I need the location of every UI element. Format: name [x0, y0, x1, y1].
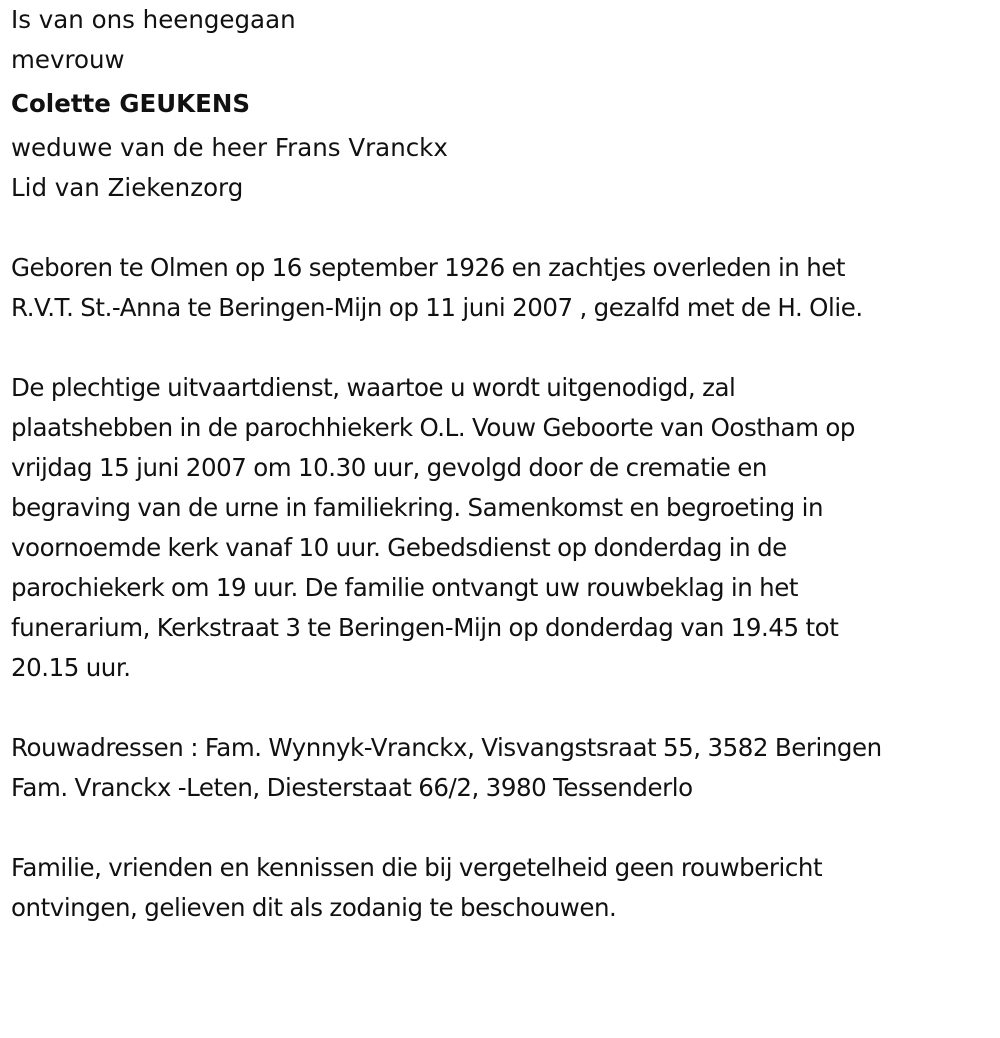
obituary-document — [11, 0, 991, 928]
paragraph-line: R.V.T. St.-Anna te Beringen-Mijn op 11 juni 2007 , gezalfd met de H. Olie. — [11, 293, 863, 322]
paragraph-line: 20.15 uur. — [11, 653, 131, 682]
paragraph-line: begraving van de urne in familiekring. Samenkomst en begroeting in — [11, 493, 824, 522]
honorific: mevrouw — [11, 45, 125, 74]
paragraph-line: parochiekerk om 19 uur. De familie ontvangt uw rouwbeklag in het — [11, 573, 799, 602]
paragraph-line: Geboren te Olmen op 16 september 1926 en zachtjes overleden in het — [11, 253, 846, 282]
intro-text: Is van ons heengegaan — [11, 5, 296, 34]
membership-text: Lid van Ziekenzorg — [11, 173, 244, 202]
deceased-name: Colette GEUKENS — [11, 89, 251, 118]
paragraph-line: funerarium, Kerkstraat 3 te Beringen-Mijn op donderdag van 19.45 tot — [11, 613, 839, 642]
paragraph-line: plaatshebben in de parochhiekerk O.L. Vouw Geboorte van Oostham op — [11, 413, 855, 442]
paragraph-line: voornoemde kerk vanaf 10 uur. Gebedsdienst op donderdag in de — [11, 533, 787, 562]
closing-paragraph — [11, 848, 991, 928]
paragraph-line: vrijdag 15 juni 2007 om 10.30 uur, gevolgd door de crematie en — [11, 453, 767, 482]
paragraph-line: Fam. Vranckx -Leten, Diesterstaat 66/2, 3980 Tessenderlo — [11, 773, 693, 802]
service-paragraph — [11, 368, 991, 688]
paragraph-line: ontvingen, gelieven dit als zodanig te beschouwen. — [11, 893, 617, 922]
relation-text: weduwe van de heer Frans Vranckx — [11, 133, 448, 162]
birth-death-paragraph — [11, 248, 991, 328]
paragraph-line: De plechtige uitvaartdienst, waartoe u wordt uitgenodigd, zal — [11, 373, 736, 402]
paragraph-line: Familie, vrienden en kennissen die bij vergetelheid geen rouwbericht — [11, 853, 823, 882]
addresses-paragraph — [11, 728, 991, 808]
paragraph-line: Rouwadressen : Fam. Wynnyk-Vranckx, Visvangstsraat 55, 3582 Beringen — [11, 733, 882, 762]
